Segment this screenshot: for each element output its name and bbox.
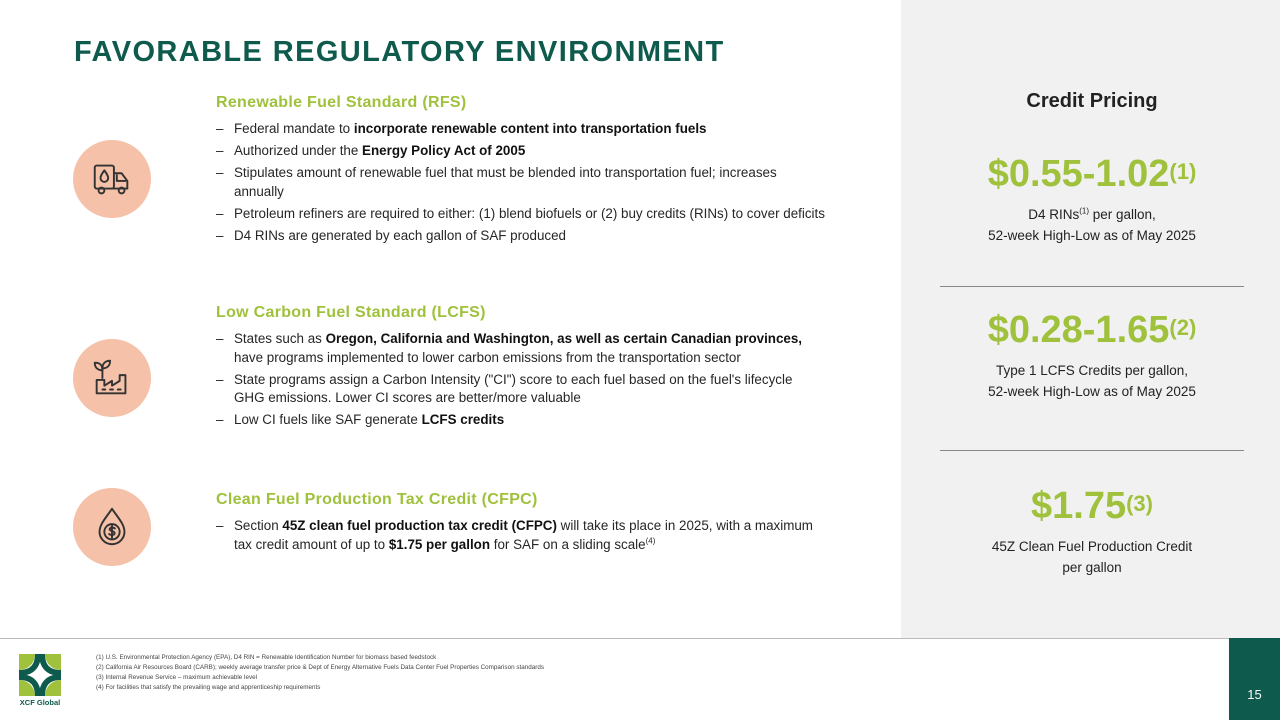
bullet-item: – D4 RINs are generated by each gallon of SAF produced — [216, 227, 826, 246]
divider — [940, 286, 1244, 287]
footer-divider — [0, 638, 1229, 639]
price-value: $0.55-1.02$^{(1)}$ — [987, 153, 1197, 195]
xcf-logo-icon — [16, 651, 64, 699]
xcf-logo — [14, 651, 66, 707]
price-description: 45Z Clean Fuel Production Credit per gallon — [991, 539, 1193, 575]
logo-text: XCF Global — [19, 698, 61, 707]
plant-factory-icon — [73, 339, 151, 417]
section-cfpc — [216, 491, 826, 558]
price-block-45z — [940, 484, 1244, 578]
credit-pricing-title: Credit Pricing — [1026, 90, 1158, 112]
section-heading: Low Carbon Fuel Standard (LCFS) — [216, 304, 486, 321]
dollar-drop-icon — [73, 488, 151, 566]
footnote: (2) California Air Resources Board (CARB); weekly average transfer price & Dept of Energy Alternative Fuels Data Center Fuel Properties Comparison standards — [96, 664, 544, 671]
section-rfs — [216, 94, 826, 249]
price-description: D4 RINs$^{(1)}$ per gallon, 52-week High-Low as of May 2025 — [988, 206, 1196, 243]
page-number-box — [1229, 638, 1280, 720]
footnote: (1) U.S. Environmental Protection Agency (EPA), D4 RIN = Renewable Identification Number for biomass based feedstock — [96, 654, 437, 661]
bullet-item: – Federal mandate to incorporate renewable content into transportation fuels — [216, 120, 826, 139]
footnote: (4) For facilities that satisfy the prevailing wage and apprenticeship requirements — [96, 684, 321, 691]
section-lcfs — [216, 304, 826, 433]
bullet-item: – Section 45Z clean fuel production tax credit (CFPC) will take its place in 2025, with a maximum tax credit amount of up to $1.75 per gallon for SAF on a sliding scale$^{(4)}$ — [216, 517, 826, 554]
bullet-item: – State programs assign a Carbon Intensity ("CI") score to each fuel based on the fuel's lifecycle GHG emissions. Lower CI scores are better/more valuable — [216, 371, 826, 408]
divider — [940, 450, 1244, 451]
bullet-item: – Stipulates amount of renewable fuel that must be blended into transportation fuel; increases annually — [216, 164, 826, 201]
section-heading: Renewable Fuel Standard (RFS) — [216, 94, 467, 111]
page-number: 15 — [1247, 687, 1262, 702]
fuel-truck-icon — [73, 140, 151, 218]
bullet-item: – Authorized under the Energy Policy Act of 2005 — [216, 142, 826, 161]
price-block-lcfs — [940, 308, 1244, 402]
page-title: FAVORABLE REGULATORY ENVIRONMENT — [74, 36, 725, 68]
price-block-rin — [940, 152, 1244, 246]
bullet-item: – Low CI fuels like SAF generate LCFS credits — [216, 411, 826, 430]
price-description: Type 1 LCFS Credits per gallon, 52-week High-Low as of May 2025 — [988, 363, 1196, 399]
bullet-item: – Petroleum refiners are required to either: (1) blend biofuels or (2) buy credits (RINs) to cover deficits — [216, 205, 826, 224]
bullet-item: – States such as Oregon, California and Washington, as well as certain Canadian provinces, have programs implemented to lower carbon emissions from the transportation sector — [216, 330, 826, 367]
footnote: (3) Internal Revenue Service – maximum achievable level — [96, 674, 257, 681]
price-value: $0.28-1.65$^{(2)}$ — [987, 309, 1197, 351]
footnotes — [96, 653, 544, 693]
price-value: $1.75$^{(3)}$ — [1031, 485, 1153, 527]
section-heading: Clean Fuel Production Tax Credit (CFPC) — [216, 491, 538, 508]
